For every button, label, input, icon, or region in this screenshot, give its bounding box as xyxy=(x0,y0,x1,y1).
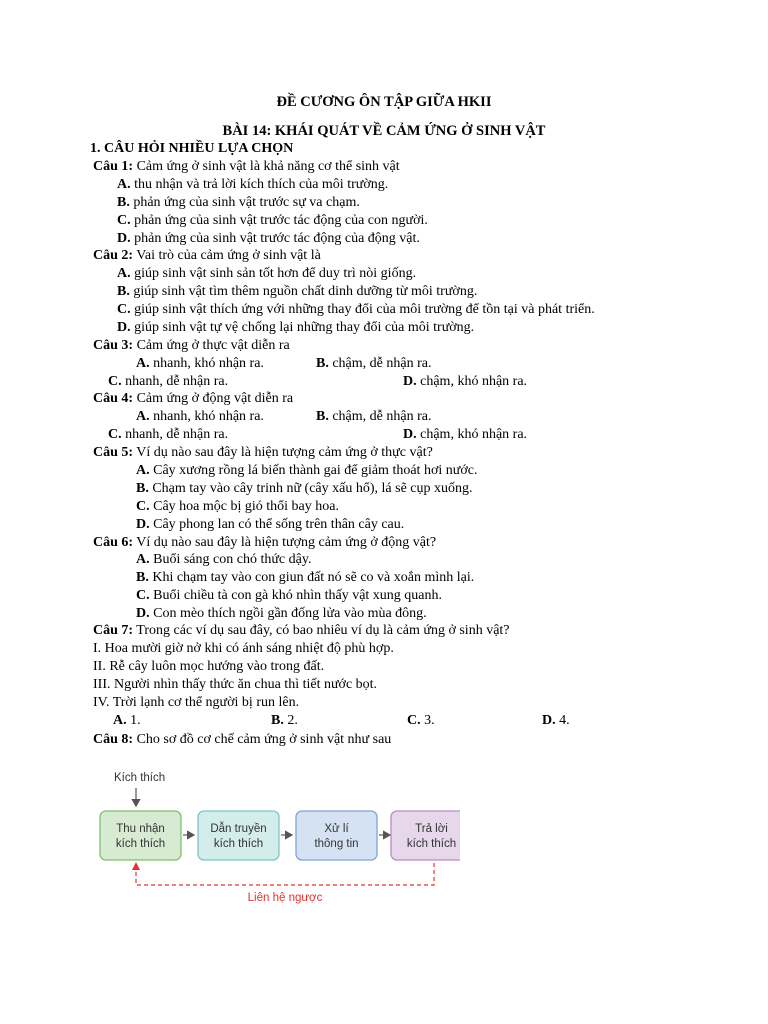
question-7: Câu 7: Trong các ví dụ sau đây, có bao nhiêu ví dụ là cảm ứng ở sinh vật? xyxy=(93,623,510,638)
box-process-information xyxy=(296,811,377,860)
question-8: Câu 8: Cho sơ đồ cơ chế cảm ứng ở sinh vật như sau xyxy=(93,732,392,747)
box-transmit-stimulus-line1: Dẫn truyền xyxy=(210,823,267,835)
question-7-option-c: C. 3. xyxy=(407,713,435,728)
question-4: Câu 4: Cảm ứng ở động vật diễn ra xyxy=(93,391,294,406)
question-7-option-b: B. 2. xyxy=(271,713,298,728)
question-2-option-c: C. giúp sinh vật thích ứng với những thay đổi của môi trường để tồn tại và phát triển. xyxy=(117,302,595,317)
question-5-option-d: D. Cây phong lan có thể sống trên thân cây cau. xyxy=(136,517,405,532)
question-6-option-d: D. Con mèo thích ngồi gần đống lửa vào mùa đông. xyxy=(136,606,427,621)
question-2-option-a: A. giúp sinh vật sinh sản tốt hơn để duy trì nòi giống. xyxy=(117,266,417,281)
box-transmit-stimulus-line2: kích thích xyxy=(213,838,264,850)
question-3: Câu 3: Cảm ứng ở thực vật diễn ra xyxy=(93,338,290,353)
question-4-option-b: B. chậm, dễ nhận ra. xyxy=(316,409,432,424)
box-process-information-line2: thông tin xyxy=(314,838,359,850)
induction-mechanism-diagram xyxy=(90,765,460,915)
box-receive-stimulus xyxy=(100,811,181,860)
question-5-option-a: A. Cây xương rồng lá biến thành gai để giảm thoát hơi nước. xyxy=(136,463,478,478)
question-3-option-c: C. nhanh, dễ nhận ra. xyxy=(108,374,229,389)
feedback-loop-line xyxy=(136,863,434,885)
question-4-option-a: A. nhanh, khó nhận ra. xyxy=(136,409,264,424)
question-5-option-c: C. Cây hoa mộc bị gió thổi bay hoa. xyxy=(136,499,339,514)
question-5: Câu 5: Ví dụ nào sau đây là hiện tượng cảm ứng ở thực vật? xyxy=(93,445,433,460)
question-6: Câu 6: Ví dụ nào sau đây là hiện tượng cảm ứng ở động vật? xyxy=(93,535,437,550)
question-6-option-b: B. Khi chạm tay vào con giun đất nó sẽ co và xoắn mình lại. xyxy=(136,570,475,585)
question-2: Câu 2: Vai trò của cảm ứng ở sinh vật là xyxy=(93,248,321,263)
question-1-option-b: B. phản ứng của sinh vật trước sự va chạm. xyxy=(117,195,360,210)
question-7-option-d: D. 4. xyxy=(542,713,570,728)
box-respond-stimulus-line2: kích thích xyxy=(406,838,457,850)
box-receive-stimulus-line2: kích thích xyxy=(115,838,166,850)
lesson-title: BÀI 14: KHÁI QUÁT VỀ CẢM ỨNG Ở SINH VẬT xyxy=(222,123,546,139)
question-4-option-c: C. nhanh, dễ nhận ra. xyxy=(108,427,229,442)
document-title: ĐỀ CƯƠNG ÔN TẬP GIỮA HKII xyxy=(276,94,492,110)
section-heading: 1. CÂU HỎI NHIỀU LỰA CHỌN xyxy=(90,141,294,156)
feedback-label: Liên hệ ngược xyxy=(247,892,323,904)
question-7-statement-3: III. Người nhìn thấy thức ăn chua thì tiết nước bọt. xyxy=(93,677,378,692)
question-1: Câu 1: Cảm ứng ở sinh vật là khả năng cơ thể sinh vật xyxy=(93,159,400,174)
question-7-statement-4: IV. Trời lạnh cơ thể người bị run lên. xyxy=(93,695,300,710)
feedback-arrowhead xyxy=(132,862,140,870)
question-1-option-d: D. phản ứng của sinh vật trước tác động của động vật. xyxy=(117,231,420,246)
question-7-statement-2: II. Rễ cây luôn mọc hướng vào trong đất. xyxy=(93,659,325,674)
question-1-option-c: C. phản ứng của sinh vật trước tác động của con người. xyxy=(117,213,428,228)
question-3-option-b: B. chậm, dễ nhận ra. xyxy=(316,356,432,371)
question-4-option-d: D. chậm, khó nhận ra. xyxy=(403,427,528,442)
box-process-information-line1: Xử lí xyxy=(324,823,349,835)
question-1-option-a: A. thu nhận và trả lời kích thích của môi trường. xyxy=(117,177,389,192)
box-respond-stimulus xyxy=(391,811,460,860)
box-receive-stimulus-line1: Thu nhận xyxy=(116,823,165,835)
question-3-option-d: D. chậm, khó nhận ra. xyxy=(403,374,528,389)
question-7-option-a: A. 1. xyxy=(113,713,141,728)
question-3-option-a: A. nhanh, khó nhận ra. xyxy=(136,356,264,371)
stimulus-label: Kích thích xyxy=(114,772,166,784)
question-5-option-b: B. Chạm tay vào cây trinh nữ (cây xấu hổ), lá sẽ cụp xuống. xyxy=(136,481,473,496)
question-2-option-b: B. giúp sinh vật tìm thêm nguồn chất dinh dưỡng từ môi trường. xyxy=(117,284,478,299)
question-6-option-a: A. Buổi sáng con chó thức dậy. xyxy=(136,552,312,567)
question-6-option-c: C. Buổi chiều tà con gà khó nhìn thấy vật xung quanh. xyxy=(136,588,443,603)
question-2-option-d: D. giúp sinh vật tự vệ chống lại những thay đổi của môi trường. xyxy=(117,320,475,335)
box-respond-stimulus-line1: Trả lời xyxy=(415,823,448,835)
question-7-statement-1: I. Hoa mười giờ nở khi có ánh sáng nhiệt độ phù hợp. xyxy=(93,641,394,656)
box-transmit-stimulus xyxy=(198,811,279,860)
